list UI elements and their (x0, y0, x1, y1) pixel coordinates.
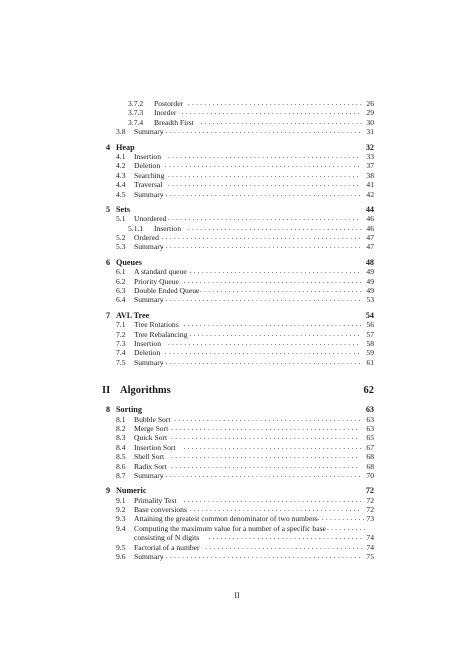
dot-leader: ............................................... (167, 337, 361, 347)
toc-page-number: 49 (366, 286, 374, 296)
toc-title: Attaining the greatest common denominator of two numbers (134, 514, 318, 524)
dot-leader: .............................................. (171, 432, 360, 442)
toc-number: 5.1.1 (128, 223, 144, 233)
toc-page-number: 42 (366, 189, 374, 199)
toc-page-number: 68 (366, 452, 374, 462)
toc-title: A standard queue (134, 267, 187, 277)
toc-title: consisting of N digits (134, 533, 200, 543)
toc-number: II (102, 385, 111, 397)
toc-number: 8.4 (116, 442, 126, 452)
toc-title: Merge Sort (134, 423, 169, 433)
dot-leader: ................................................. (161, 241, 363, 251)
dot-leader: .............................................. (171, 451, 360, 461)
toc-page-number: 72 (365, 486, 374, 496)
toc-number: 6.1 (116, 267, 126, 277)
toc-page-number: 47 (366, 242, 374, 252)
dot-leader: .............................................. (171, 460, 360, 470)
toc-number: 3.7.2 (128, 99, 144, 108)
toc-title: Sets (116, 204, 131, 214)
toc-page-number: 53 (366, 295, 374, 305)
toc-page-number: 30 (366, 117, 374, 127)
toc-page-number: 72 (366, 505, 374, 515)
toc-entry[interactable] (110, 295, 374, 304)
toc-page-number: 74 (366, 542, 374, 552)
toc-number: 9.6 (116, 552, 126, 562)
toc-number: 5.2 (116, 233, 126, 243)
toc-number: 9.4 (116, 523, 126, 533)
dot-leader: ............. (313, 513, 367, 523)
toc-number: 9.5 (116, 542, 126, 552)
dot-leader: ................................................ (164, 160, 362, 170)
toc-title: Tree Rebalancing (134, 329, 188, 339)
toc-title: Postorder (154, 99, 184, 108)
dot-leader: ................................................ (164, 347, 362, 357)
toc-title: Bubble Sort (134, 414, 171, 424)
dot-leader: ......................................... (195, 285, 364, 295)
toc-title: Traversal (134, 180, 163, 190)
toc-page-number: 63 (366, 423, 374, 433)
toc-title: Primality Test (134, 495, 177, 505)
dot-leader: ........................................... (187, 98, 365, 107)
dot-leader: ................................................. (161, 126, 363, 136)
toc-page-number: 74 (366, 533, 374, 543)
dot-leader: .............................................. (174, 413, 363, 423)
dot-leader: ...................................... (208, 532, 364, 542)
toc-page-number: 33 (366, 151, 374, 161)
toc-number: 7.5 (116, 357, 126, 367)
toc-title: Breadth First (154, 117, 194, 127)
toc-number: 5 (106, 204, 111, 214)
toc-title: Ordered (134, 233, 159, 243)
toc-number: 4.2 (116, 161, 126, 171)
toc-number: 6.4 (116, 295, 126, 305)
toc-number: 5.1 (116, 214, 126, 224)
dot-leader: .............................................. (171, 422, 360, 432)
dot-leader: ............................................ (183, 319, 364, 329)
toc-page-number: 46 (366, 223, 374, 233)
toc-title: Numeric (116, 486, 147, 496)
toc-number: 4.5 (116, 189, 126, 199)
toc-page-number: 63 (366, 414, 374, 424)
toc-entry[interactable] (110, 190, 374, 199)
toc-part[interactable] (102, 383, 374, 399)
dot-leader: ............................................... (167, 150, 361, 160)
dot-leader: ................................................. (161, 188, 363, 198)
toc-number: 6.3 (116, 286, 126, 296)
toc-page-number: 29 (366, 108, 374, 118)
toc-title: Insertion (154, 223, 181, 233)
toc-title: Shell Sort (134, 452, 165, 462)
toc-title: Computing the maximum value for a number of a specific base (134, 523, 326, 533)
toc-page-number: 57 (366, 329, 374, 339)
toc-number: 7 (106, 310, 111, 320)
toc-title: Queues (116, 257, 142, 267)
toc-title: Summary (134, 552, 164, 562)
toc-page-number: 26 (366, 99, 374, 108)
toc-number: 8 (106, 405, 111, 415)
toc-number: 9.1 (116, 495, 126, 505)
toc-page-number: 31 (366, 127, 374, 137)
dot-leader: ............................................... (167, 169, 361, 179)
toc-page-number: 38 (366, 170, 374, 180)
toc-title: Radix Sort (134, 461, 167, 471)
toc-page-number: 73 (366, 514, 374, 524)
toc-title: Algorithms (120, 385, 171, 397)
dot-leader: ............................................ (183, 441, 364, 451)
toc-number: 8.5 (116, 452, 126, 462)
toc-number: 4.1 (116, 151, 126, 161)
toc-page-number: 67 (366, 442, 374, 452)
toc-title: Insertion (134, 151, 161, 161)
toc-title: Unordered (134, 214, 167, 224)
toc-title: Heap (116, 142, 135, 152)
toc-number: 7.2 (116, 329, 126, 339)
toc-entry[interactable] (110, 127, 374, 136)
table-of-contents (102, 98, 374, 562)
toc-number: 3.7.3 (128, 108, 144, 118)
toc-page-number: 63 (365, 405, 374, 415)
toc-page-number: 49 (366, 267, 374, 277)
toc-title: Searching (134, 170, 165, 180)
toc-number: 4 (106, 142, 111, 152)
toc-page-number: 44 (365, 204, 374, 214)
toc-number: 5.3 (116, 242, 126, 252)
toc-number: 4.4 (116, 180, 126, 190)
toc-title: Tree Rotations (134, 320, 179, 330)
toc-title: Insertion Sort (134, 442, 176, 452)
toc-title: Priority Queue (134, 276, 179, 286)
toc-entry[interactable] (110, 552, 374, 561)
dot-leader: .......................................... (189, 328, 362, 338)
toc-spacer (110, 367, 374, 383)
toc-page-number: 48 (365, 257, 374, 267)
toc-title: Sorting (116, 405, 142, 415)
dot-leader: ........................................ (200, 116, 365, 126)
toc-entry[interactable] (110, 358, 374, 367)
dot-leader: ............................................ (183, 275, 364, 285)
toc-number: 8.1 (116, 414, 126, 424)
toc-page-number: 46 (366, 214, 374, 224)
toc-page-number: 56 (366, 320, 374, 330)
toc-page-number: 68 (366, 461, 374, 471)
toc-number: 8.2 (116, 423, 126, 433)
toc-title: Summary (134, 189, 164, 199)
toc-page-number: 75 (366, 552, 374, 562)
toc-title: Insertion (134, 338, 161, 348)
toc-page-number: 65 (366, 433, 374, 443)
toc-page-number: 54 (365, 310, 374, 320)
toc-title: Factorial of a number (134, 542, 200, 552)
toc-number: 4.3 (116, 170, 126, 180)
toc-title: AVL Tree (116, 310, 150, 320)
toc-number: 8.3 (116, 433, 126, 443)
toc-page-number: 47 (366, 233, 374, 243)
dot-leader: ............................................... (167, 213, 361, 223)
toc-number: 6.2 (116, 276, 126, 286)
toc-title: Double Ended Queue (134, 286, 200, 296)
toc-title: Quick Sort (134, 433, 168, 443)
toc-title: Summary (134, 470, 164, 480)
toc-number: 9.2 (116, 505, 126, 515)
dot-leader: ................................................. (161, 469, 363, 479)
dot-leader: ............................................... (167, 179, 361, 189)
toc-number: 8.6 (116, 461, 126, 471)
toc-number: 9 (106, 486, 111, 496)
toc-page-number: 61 (366, 357, 374, 367)
toc-number: 7.4 (116, 348, 126, 358)
dot-leader: ................................................. (161, 232, 363, 242)
toc-title: Summary (134, 357, 164, 367)
toc-entry[interactable] (110, 471, 374, 480)
toc-page-number: 32 (365, 142, 374, 152)
toc-title: Base conversions (134, 505, 187, 515)
page-number: II (234, 591, 240, 600)
dot-leader: ............................................ (183, 494, 364, 504)
toc-page-number: 70 (366, 470, 374, 480)
toc-title: Summary (134, 295, 164, 305)
dot-leader: .......................................... (189, 266, 362, 276)
toc-page-number: 41 (366, 180, 374, 190)
toc-page-number: 37 (366, 161, 374, 171)
toc-title: Deletion (134, 161, 161, 171)
toc-page-number: 58 (366, 338, 374, 348)
dot-leader: ................................................. (161, 356, 363, 366)
dot-leader: ................................................. (161, 551, 363, 561)
toc-title: Summary (134, 242, 164, 252)
toc-page-number: 59 (366, 348, 374, 358)
dot-leader: ....................................... (205, 541, 365, 551)
dot-leader: ............................................ (181, 107, 363, 117)
toc-number: 3.7.4 (128, 117, 144, 127)
dot-leader: ........................................... (187, 222, 365, 232)
toc-entry[interactable] (110, 242, 374, 251)
toc-number: 3.8 (116, 127, 126, 137)
toc-title: Summary (134, 127, 164, 137)
dot-leader: .......................................... (189, 504, 362, 514)
toc-page-number: 62 (363, 385, 374, 397)
toc-number: 7.1 (116, 320, 126, 330)
toc-title: Inorder (154, 108, 177, 118)
dot-leader: ........... (322, 522, 368, 532)
toc-number: 9.3 (116, 514, 126, 524)
toc-number: 7.3 (116, 338, 126, 348)
toc-number: 6 (106, 257, 111, 267)
toc-title: Deletion (134, 348, 161, 358)
toc-page-number: 72 (366, 495, 374, 505)
dot-leader: ................................................. (161, 294, 363, 304)
toc-page-number: 49 (366, 276, 374, 286)
toc-number: 8.7 (116, 470, 126, 480)
